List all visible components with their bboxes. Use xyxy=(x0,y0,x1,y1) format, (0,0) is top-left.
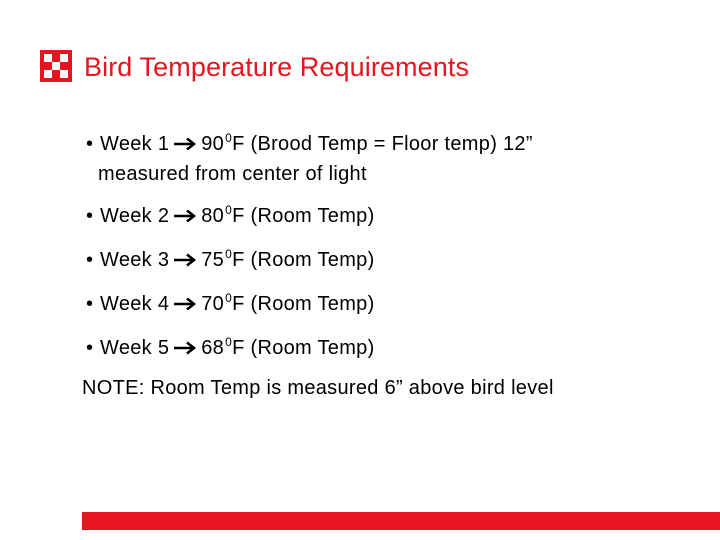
week-label: Week 3 xyxy=(100,249,170,271)
temperature-value: 70 xyxy=(201,293,225,315)
list-item xyxy=(86,246,706,276)
detail-text: (Room Temp) xyxy=(250,337,375,359)
list-item xyxy=(86,202,706,232)
detail-text: (Room Temp) xyxy=(250,205,375,227)
bullet: • xyxy=(86,205,94,227)
list-item xyxy=(86,130,706,188)
slide-title: Bird Temperature Requirements xyxy=(84,52,470,82)
temperature-value: 90 xyxy=(201,133,225,155)
week-label: Week 1 xyxy=(100,133,170,155)
detail-text: (Brood Temp = Floor temp) 12” xyxy=(250,133,533,155)
temperature-value: 68 xyxy=(201,337,225,359)
degree-superscript: 0 xyxy=(225,335,233,349)
temperature-unit: F xyxy=(232,133,245,155)
arrow-right-icon xyxy=(173,253,197,267)
temperature-unit: F xyxy=(232,337,245,359)
detail-text: (Room Temp) xyxy=(250,293,375,315)
list-item xyxy=(86,290,706,320)
temperature-unit: F xyxy=(232,249,245,271)
temperature-unit: F xyxy=(232,205,245,227)
arrow-right-icon xyxy=(173,209,197,223)
footer-accent-bar xyxy=(82,512,720,530)
continuation-text: measured from center of light xyxy=(98,163,367,185)
bullet: • xyxy=(86,133,94,155)
degree-superscript: 0 xyxy=(225,247,233,261)
temperature-value: 75 xyxy=(201,249,225,271)
bullet: • xyxy=(86,249,94,271)
week-label: Week 4 xyxy=(100,293,170,315)
arrow-right-icon xyxy=(173,297,197,311)
checkerboard-logo-icon xyxy=(40,50,72,82)
temperature-list xyxy=(86,130,706,378)
week-label: Week 5 xyxy=(100,337,170,359)
degree-superscript: 0 xyxy=(225,291,233,305)
temperature-value: 80 xyxy=(201,205,225,227)
temperature-unit: F xyxy=(232,293,245,315)
degree-superscript: 0 xyxy=(225,131,233,145)
degree-superscript: 0 xyxy=(225,203,233,217)
arrow-right-icon xyxy=(173,341,197,355)
bullet: • xyxy=(86,293,94,315)
list-item xyxy=(86,334,706,364)
note-text: NOTE: Room Temp is measured 6” above bird level xyxy=(82,377,554,399)
detail-text: (Room Temp) xyxy=(250,249,375,271)
week-label: Week 2 xyxy=(100,205,170,227)
arrow-right-icon xyxy=(173,137,197,151)
bullet: • xyxy=(86,337,94,359)
